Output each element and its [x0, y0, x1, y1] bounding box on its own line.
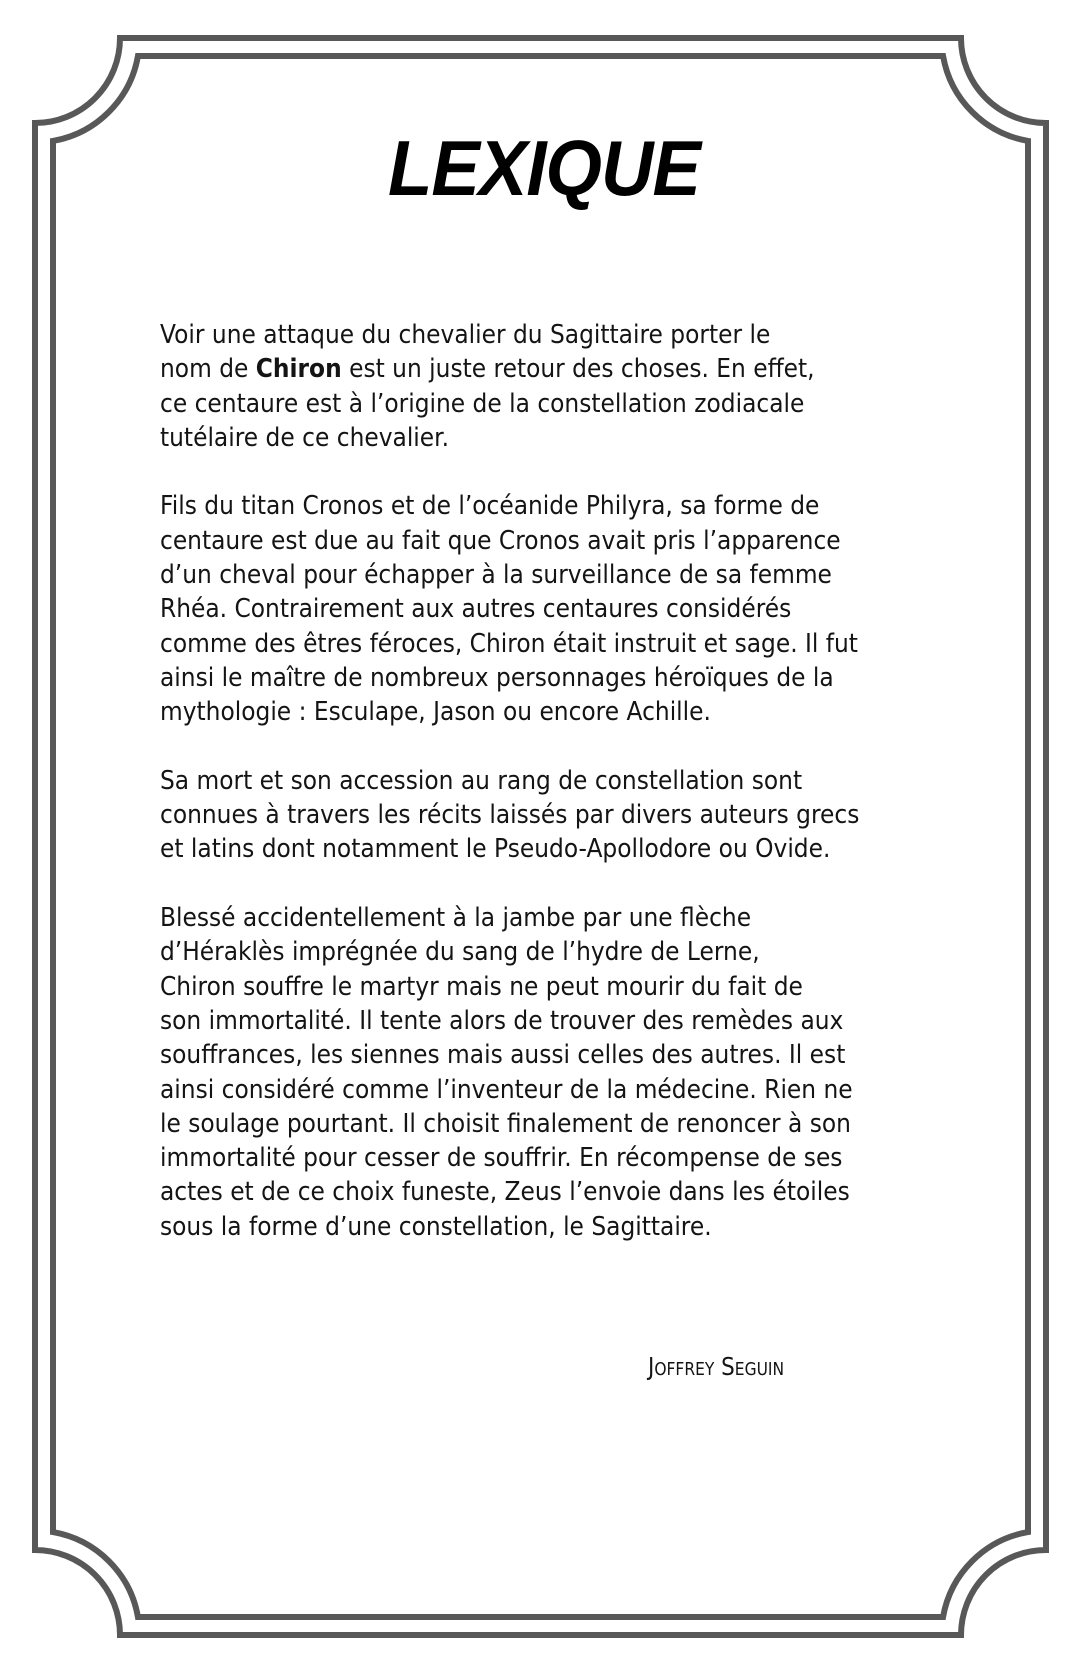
- emphasized-term: Chiron: [255, 354, 342, 385]
- text-line: immortalité pour cesser de souffrir. En récompense de ses: [160, 1143, 843, 1174]
- text-line: souffrances, les siennes mais aussi celles des autres. Il est: [160, 1040, 846, 1071]
- text-line: ainsi le maître de nombreux personnages héroïques de la: [160, 662, 834, 693]
- text-line: connues à travers les récits laissés par divers auteurs grecs: [160, 800, 860, 831]
- text-line: le soulage pourtant. Il choisit finalement de renoncer à son: [160, 1108, 851, 1139]
- author-signature: Joffrey Seguin: [648, 1352, 785, 1381]
- paragraph: [160, 489, 960, 729]
- text-line: sous la forme d’une constellation, le Sagittaire.: [160, 1211, 712, 1242]
- paragraph: [160, 764, 960, 867]
- paragraph: [160, 901, 960, 1244]
- text-line: mythologie : Esculape, Jason ou encore Achille.: [160, 697, 711, 728]
- text-line: tutélaire de ce chevalier.: [160, 422, 450, 453]
- text-line: Blessé accidentellement à la jambe par une flèche: [160, 903, 752, 934]
- text-line: [160, 352, 892, 386]
- text-line: ainsi considéré comme l’inventeur de la médecine. Rien ne: [160, 1074, 853, 1105]
- text-line: et latins dont notamment le Pseudo-Apollodore ou Ovide.: [160, 834, 831, 865]
- text-line: d’un cheval pour échapper à la surveillance de sa femme: [160, 560, 832, 591]
- text-line: centaure est due au fait que Cronos avait pris l’apparence: [160, 525, 841, 556]
- text-line: actes et de ce choix funeste, Zeus l’envoie dans les étoiles: [160, 1177, 850, 1208]
- article-body: [160, 318, 960, 1278]
- text-segment: nom de: [160, 354, 256, 385]
- text-line: Rhéa. Contrairement aux autres centaures considérés: [160, 594, 792, 625]
- text-line: Fils du titan Cronos et de l’océanide Philyra, sa forme de: [160, 491, 820, 522]
- text-line: d’Héraklès imprégnée du sang de l’hydre de Lerne,: [160, 937, 760, 968]
- text-line: son immortalité. Il tente alors de trouver des remèdes aux: [160, 1005, 844, 1036]
- text-segment: est un juste retour des choses. En effet,: [341, 354, 815, 385]
- text-line: Voir une attaque du chevalier du Sagittaire porter le: [160, 320, 771, 350]
- text-line: Chiron souffre le martyr mais ne peut mourir du fait de: [160, 971, 803, 1002]
- paragraph: [160, 318, 960, 455]
- text-line: Sa mort et son accession au rang de constellation sont: [160, 765, 803, 796]
- page-title: LEXIQUE: [388, 124, 700, 212]
- text-line: comme des êtres féroces, Chiron était instruit et sage. Il fut: [160, 628, 858, 659]
- text-line: ce centaure est à l’origine de la constellation zodiacale: [160, 388, 805, 419]
